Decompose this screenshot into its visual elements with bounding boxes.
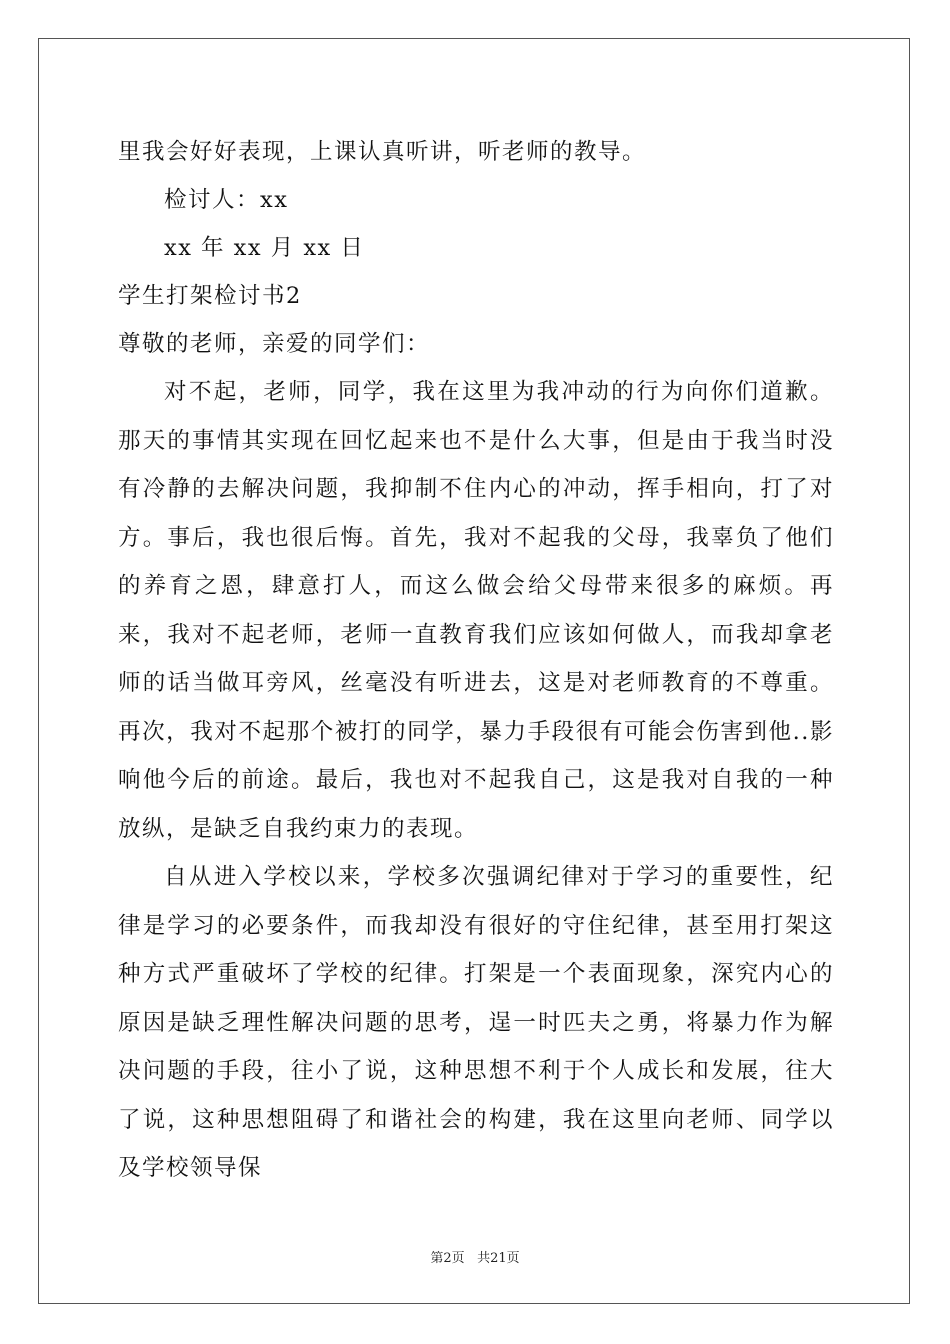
signer-line: 检讨人：xx	[164, 187, 289, 213]
body-paragraph: 自从进入学校以来，学校多次强调纪律对于学习的重要性，纪律是学习的必要条件，而我却没有很好的守住纪律，甚至用打架这种方式严重破坏了学校的纪律。打架是一个表面现象，深究内心的原因是缺乏理性解决问题的思考，逞一时匹夫之勇，将暴力作为解决问题的手段，往小了说，这种思想不利于个人成长和发展，往大了说，这种思想阻碍了和谐社会的构建，我在这里向老师、同学以及学校领导保	[118, 864, 834, 1181]
page-number: 第2页	[430, 1251, 465, 1266]
document-heading: 学生打架检讨书2	[118, 283, 302, 309]
continuation-line: 里我会好好表现，上课认真听讲，听老师的教导。	[118, 139, 647, 165]
document-body	[118, 128, 834, 1193]
date-line: xx 年 xx 月 xx 日	[164, 235, 365, 261]
salutation-line: 尊敬的老师，亲爱的同学们：	[118, 331, 431, 357]
page-footer	[0, 1247, 950, 1266]
body-paragraph: 对不起，老师，同学，我在这里为我冲动的行为向你们道歉。那天的事情其实现在回忆起来也不是什么大事，但是由于我当时没有冷静的去解决问题，我抑制不住内心的冲动，挥手相向，打了对方。事后，我也很后悔。首先，我对不起我的父母，我辜负了他们的养育之恩，肆意打人，而这么做会给父母带来很多的麻烦。再来，我对不起老师，老师一直教育我们应该如何做人，而我却拿老师的话当做耳旁风，丝毫没有听进去，这是对老师教育的不尊重。再次，我对不起那个被打的同学，暴力手段很有可能会伤害到他..影响他今后的前途。最后，我也对不起我自己，这是我对自我的一种放纵，是缺乏自我约束力的表现。	[118, 379, 834, 842]
page-total: 共21页	[477, 1251, 520, 1266]
